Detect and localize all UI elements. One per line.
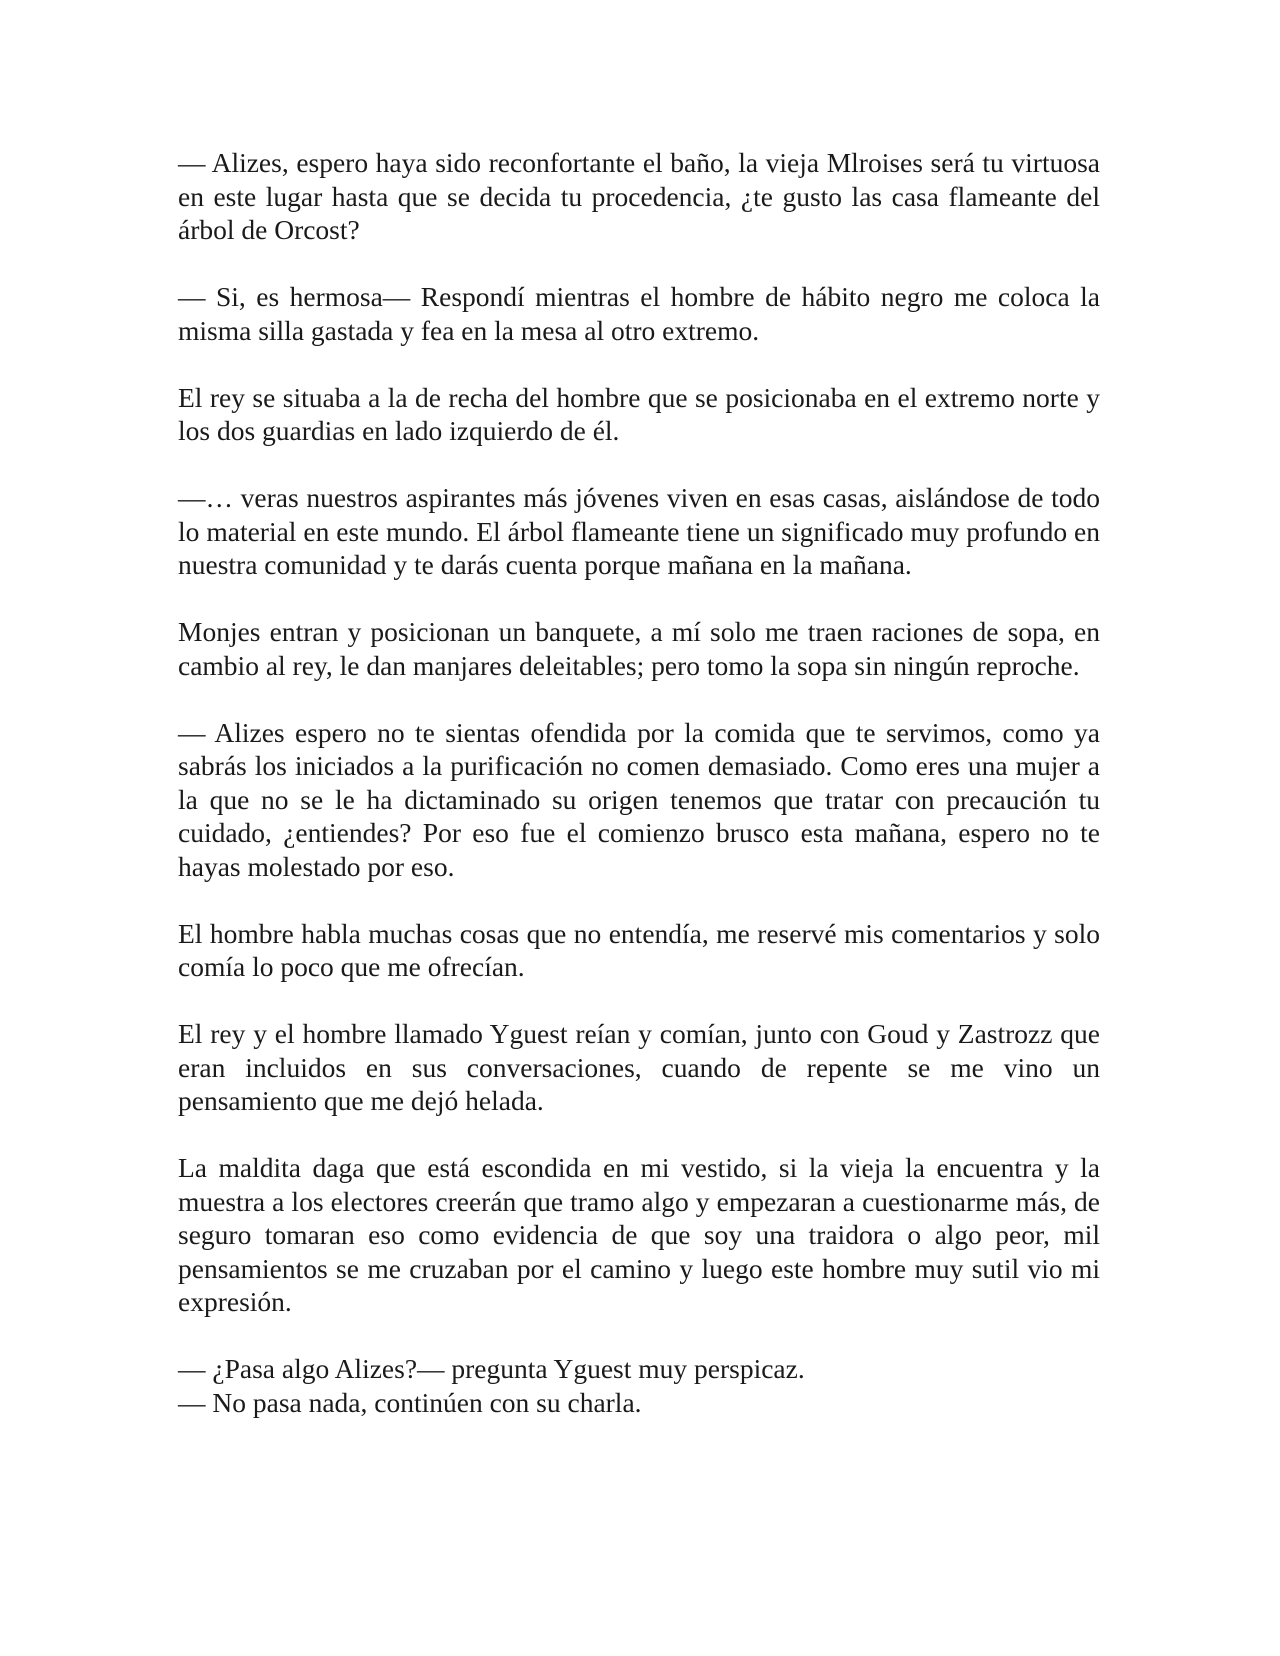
document-page (178, 146, 1100, 1419)
paragraph-4: —… veras nuestros aspirantes más jóvenes viven en esas casas, aislándose de todo lo material en este mundo. El árbol flameante tiene un significado muy profundo en nuestra comunidad y te darás cuenta porque mañana en la mañana. (178, 482, 1100, 580)
paragraph-6: — Alizes espero no te sientas ofendida por la comida que te servimos, como ya sabrás los iniciados a la purificación no comen demasiado. Como eres una mujer a la que no se le ha dictaminado su origen tenemos que tratar con precaución tu cuidado, ¿entiendes? Por eso fue el comienzo brusco esta mañana, espero no te hayas molestado por eso. (178, 716, 1100, 882)
paragraph-1: — Alizes, espero haya sido reconfortante el baño, la vieja Mlroises será tu virtuosa en este lugar hasta que se decida tu procedencia, ¿te gusto las casa flameante del árbol de Orcost? (178, 147, 1100, 245)
paragraph-8: El rey y el hombre llamado Yguest reían y comían, junto con Goud y Zastrozz que eran incluidos en sus conversaciones, cuando de repente se me vino un pensamiento que me dejó helada. (178, 1018, 1100, 1116)
paragraph-9: La maldita daga que está escondida en mi vestido, si la vieja la encuentra y la muestra a los electores creerán que tramo algo y empezaran a cuestionarme más, de seguro tomaran eso como evidencia de que soy una traidora o algo peor, mil pensamientos se me cruzaban por el camino y luego este hombre muy sutil vio mi expresión. (178, 1152, 1100, 1317)
paragraph-7: El hombre habla muchas cosas que no entendía, me reservé mis comentarios y solo comía lo poco que me ofrecían. (178, 917, 1100, 982)
paragraph-2: — Si, es hermosa— Respondí mientras el hombre de hábito negro me coloca la misma silla gastada y fea en la mesa al otro extremo. (178, 281, 1100, 346)
paragraph-5: Monjes entran y posicionan un banquete, a mí solo me traen raciones de sopa, en cambio al rey, le dan manjares deleitables; pero tomo la sopa sin ningún reproche. (178, 616, 1100, 681)
dialogue-line-1: — ¿Pasa algo Alizes?— pregunta Yguest muy perspicaz. (178, 1353, 805, 1384)
dialogue-line-2: — No pasa nada, continúen con su charla. (178, 1386, 642, 1418)
paragraph-3: El rey se situaba a la de recha del hombre que se posicionaba en el extremo norte y los dos guardias en lado izquierdo de él. (178, 381, 1100, 446)
